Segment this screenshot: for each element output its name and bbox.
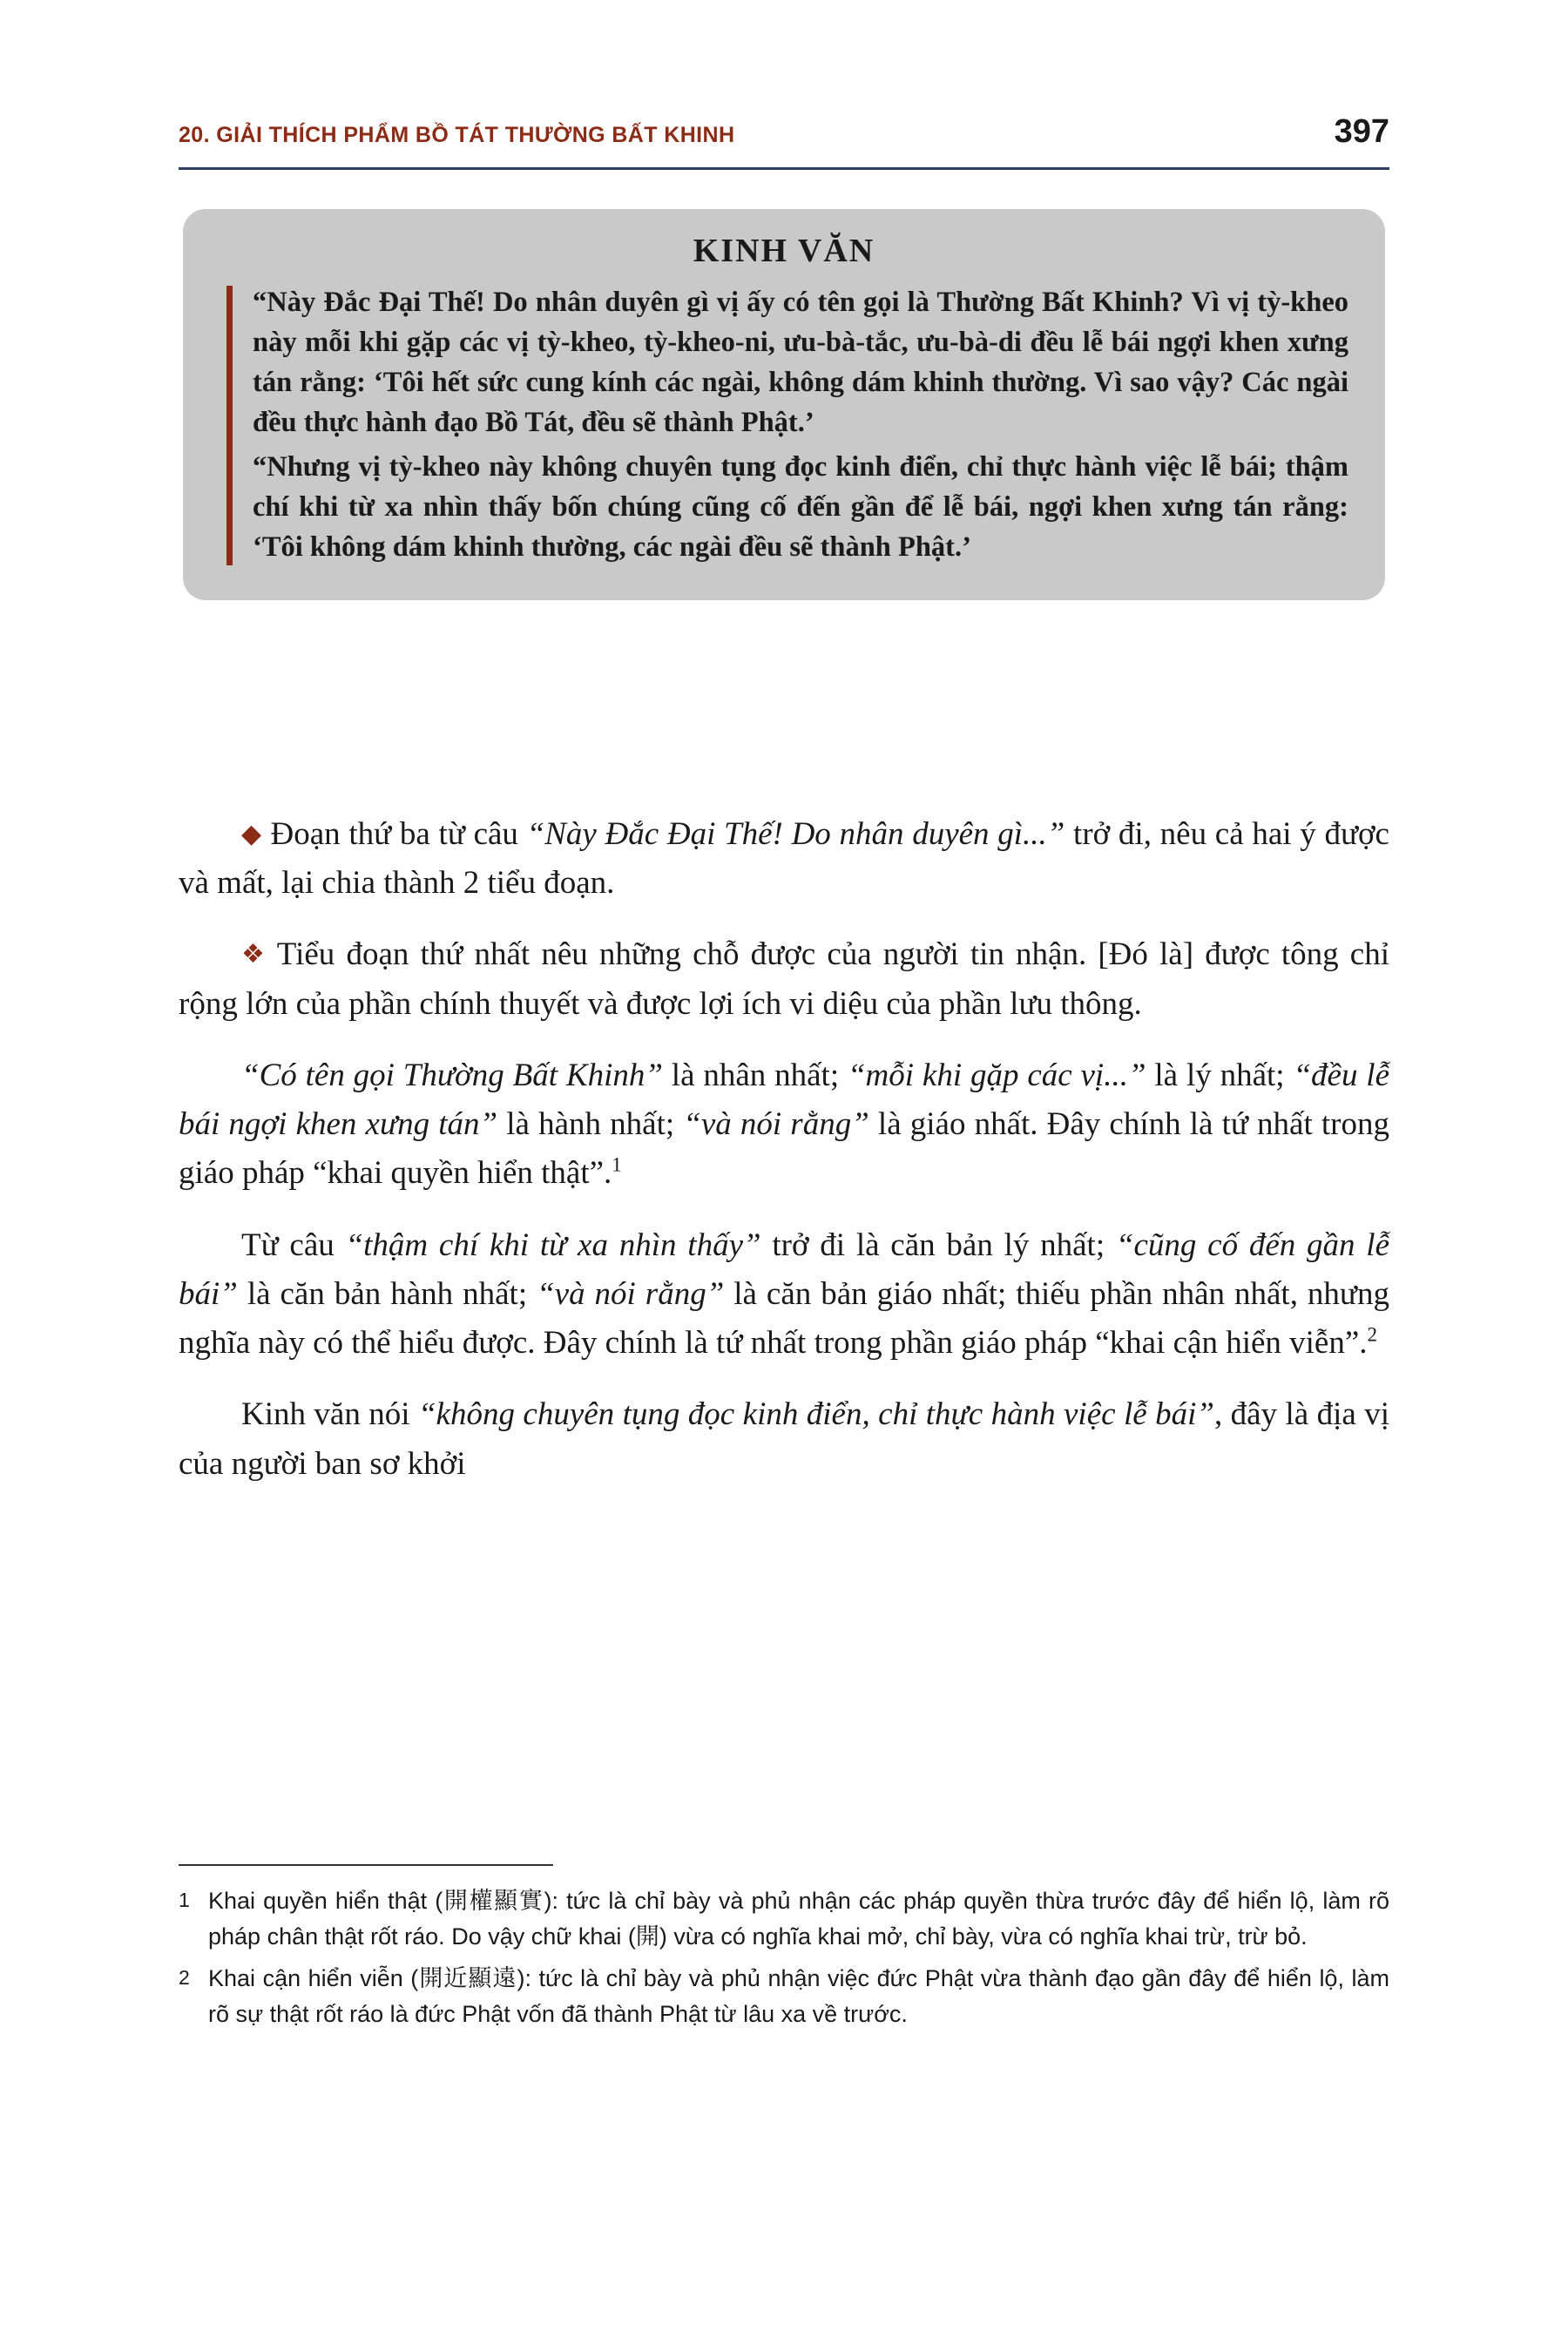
footnote-number: 1: [179, 1889, 190, 1911]
quoted-phrase: “không chuyên tụng đọc kinh điển, chỉ thực hành việc lễ bái”: [417, 1396, 1214, 1433]
body-paragraph: [179, 1221, 1389, 1369]
page-number: 397: [1334, 113, 1389, 150]
footnote-number: 2: [179, 1966, 190, 1989]
footnote-item: [179, 1961, 1389, 2031]
paragraph-bullet-icon: ❖: [241, 940, 268, 970]
footnote-reference: 1: [612, 1154, 622, 1177]
text-run: , đây là địa vị của người ban sơ khởi: [179, 1396, 1390, 1482]
text-run: là căn bản hành nhất;: [237, 1275, 537, 1312]
sutra-accent-bar: [226, 286, 233, 565]
paragraph-bullet-icon: ◆: [241, 820, 262, 848]
page-header: [179, 113, 1389, 151]
footnote-item: [179, 1883, 1389, 1954]
text-run: trở đi là căn bản lý nhất;: [760, 1227, 1116, 1263]
text-run: Tiểu đoạn thứ nhất nêu những chỗ được của người tin nhận. [Đó là] được tông chỉ rộng lớn của phần chính thuyết và được lợi ích vi diệu của phần lưu thông.: [179, 936, 1389, 1022]
text-run: Đoạn thứ ba từ câu: [270, 816, 527, 852]
quoted-phrase: “và nói rằng”: [683, 1106, 869, 1143]
quoted-phrase: “cũng cố đến gần lễ bái”: [179, 1227, 1390, 1312]
sutra-paragraph: “Nhưng vị tỳ-kheo này không chuyên tụng đọc kinh điển, chỉ thực hành việc lễ bái; thậm chí khi từ xa nhìn thấy bốn chúng cũng cố đến gần để lễ bái, ngợi khen xưng tán rằng: ‘Tôi không dám khinh thường, các ngài đều sẽ thành Phật.’: [253, 450, 1348, 563]
body-paragraph: [179, 1390, 1389, 1488]
body-content: [179, 810, 1389, 1511]
quoted-phrase: “mỗi khi gặp các vị...”: [847, 1057, 1146, 1093]
quoted-phrase: “Này Đắc Đại Thế! Do nhân duyên gì...”: [526, 816, 1065, 852]
sutra-paragraph: “Này Đắc Đại Thế! Do nhân duyên gì vị ấy có tên gọi là Thường Bất Khinh? Vì vị tỳ-kheo này mỗi khi gặp các vị tỳ-kheo, tỳ-kheo-ni, ưu-bà-tắc, ưu-bà-di đều lễ bái ngợi khen xưng tán rằng: ‘Tôi hết sức cung kính các ngài, không dám khinh thường. Vì sao vậy? Các ngài đều thực hành đạo Bồ Tát, đều sẽ thành Phật.’: [253, 287, 1348, 439]
header-divider: [179, 167, 1389, 170]
text-run: là nhân nhất;: [662, 1057, 848, 1093]
sutra-text-box: [183, 209, 1385, 600]
quoted-phrase: “thậm chí khi từ xa nhìn thấy”: [345, 1227, 761, 1263]
footnote-reference: 2: [1367, 1323, 1378, 1346]
quoted-phrase: “Có tên gọi Thường Bất Khinh”: [241, 1057, 663, 1093]
body-paragraph: [179, 810, 1389, 908]
text-run: là lý nhất;: [1146, 1057, 1294, 1093]
body-paragraph: [179, 1051, 1389, 1199]
body-paragraph: [179, 930, 1389, 1028]
text-run: là hành nhất;: [497, 1106, 684, 1143]
text-run: Từ câu: [241, 1227, 346, 1263]
footnote-text: Khai quyền hiển thật (開權顯實): tức là chỉ bày và phủ nhận các pháp quyền thừa trước đây để hiển lộ, làm rõ pháp chân thật rốt ráo. Do vậy chữ khai (開) vừa có nghĩa khai mở, chỉ bày, vừa có nghĩa khai trừ, trừ bỏ.: [208, 1888, 1389, 1950]
text-run: trở đi, nêu cả hai ý được và mất, lại chia thành 2 tiểu đoạn.: [179, 816, 1389, 902]
text-run: là giáo nhất. Đây chính là tứ nhất trong giáo pháp “khai quyền hiển thật”.: [179, 1106, 1389, 1192]
text-run: Kinh văn nói: [241, 1396, 418, 1433]
chapter-title: 20. GIẢI THÍCH PHẨM BỒ TÁT THƯỜNG BẤT KHINH: [179, 123, 735, 147]
footnote-divider: [179, 1864, 553, 1866]
quoted-phrase: “và nói rằng”: [537, 1275, 725, 1312]
footnote-list: [179, 1883, 1389, 2038]
text-run: là căn bản giáo nhất; thiếu phần nhân nhất, nhưng nghĩa này có thể hiểu được. Đây chính là tứ nhất trong phần giáo pháp “khai cận hiển viễn”.: [179, 1275, 1389, 1362]
footnote-text: Khai cận hiển viễn (開近顯遠): tức là chỉ bày và phủ nhận việc đức Phật vừa thành đạo gần đây để hiển lộ, làm rõ sự thật rốt ráo là đức Phật vốn đã thành Phật từ lâu xa về trước.: [208, 1965, 1389, 2027]
sutra-heading: KINH VĂN: [693, 233, 875, 269]
quoted-phrase: “đều lễ bái ngợi khen xưng tán”: [179, 1057, 1389, 1143]
sutra-body: [220, 282, 1348, 567]
